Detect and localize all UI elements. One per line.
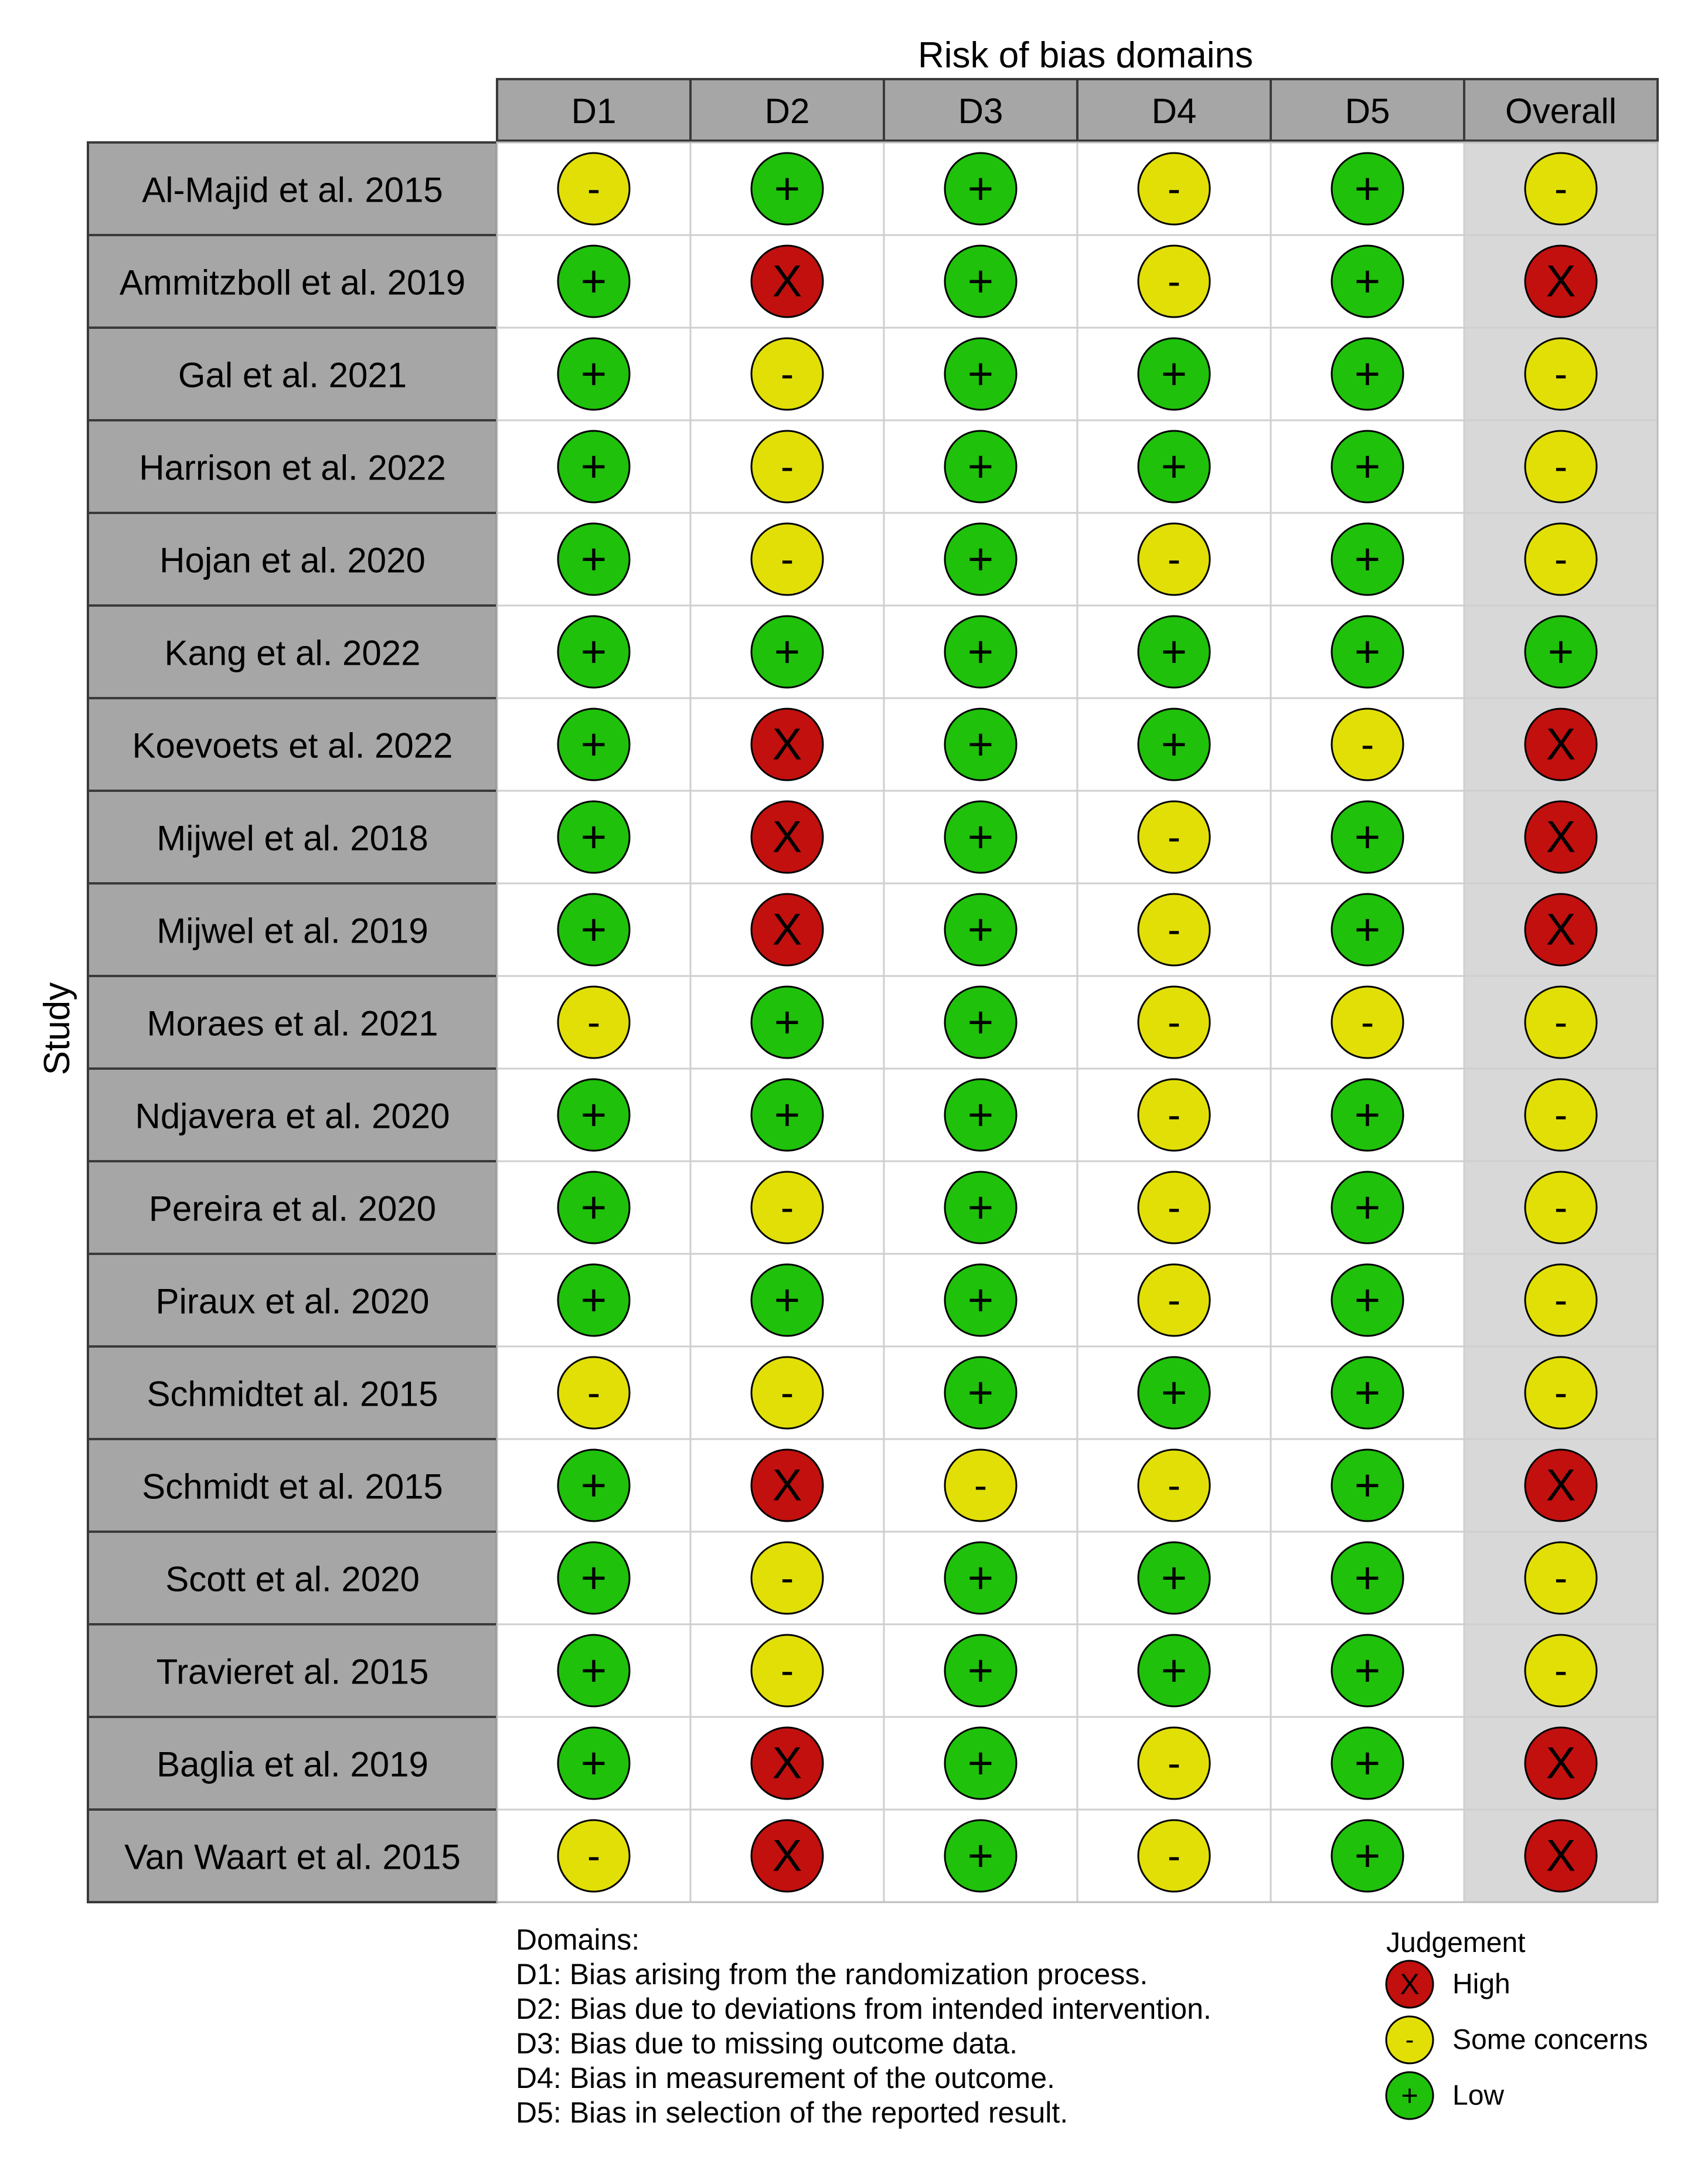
judgement-symbol: + [580, 1182, 607, 1233]
judgement-legend-title: Judgement [1386, 1927, 1526, 1958]
judgement-symbol: + [1354, 1275, 1381, 1325]
domains-legend-line-d5: D5: Bias in selection of the reported result. [516, 2096, 1069, 2129]
judgement-mark-d3-low [945, 894, 1016, 965]
judgement-symbol: + [967, 1090, 994, 1140]
judgement-symbol: X [772, 256, 802, 307]
judgement-symbol: + [580, 719, 607, 770]
judgement-mark-overall-some [1525, 987, 1597, 1058]
judgement-mark-d4-some [1138, 1079, 1210, 1151]
judgement-mark-d4-some [1138, 523, 1210, 595]
judgement-mark-d2-high [751, 709, 823, 780]
judgement-mark-d4-low [1138, 431, 1210, 502]
judgement-symbol: - [587, 1370, 601, 1415]
judgement-symbol: + [1354, 812, 1381, 862]
judgement-symbol: - [1167, 1278, 1181, 1322]
judgement-mark-d3-low [945, 709, 1016, 780]
legend-label-low: Low [1452, 2080, 1505, 2111]
header-label-d3: D3 [958, 91, 1003, 131]
judgement-mark-d2-some [751, 523, 823, 595]
judgement-symbol: - [780, 537, 794, 581]
judgement-mark-overall-high [1525, 1450, 1597, 1521]
judgement-mark-d3-low [945, 616, 1016, 688]
legend-area [516, 1923, 1648, 2129]
study-label: Al-Majid et al. 2015 [142, 170, 443, 210]
judgement-mark-d4-low [1138, 1542, 1210, 1614]
study-label: Van Waart et al. 2015 [124, 1837, 461, 1877]
judgement-mark-d4-some [1138, 1450, 1210, 1521]
judgement-mark-d4-low [1138, 709, 1210, 780]
judgement-symbol: + [967, 812, 994, 862]
judgement-mark-d1-low [558, 801, 630, 873]
judgement-mark-d3-low [945, 1172, 1016, 1243]
judgement-mark-overall-some [1525, 1357, 1597, 1429]
judgement-symbol: + [580, 1275, 607, 1325]
judgement-symbol: - [1167, 259, 1181, 304]
judgement-mark-overall-some [1525, 1542, 1597, 1614]
judgement-mark-d4-some [1138, 801, 1210, 873]
judgement-symbol: + [1354, 627, 1381, 677]
judgement-mark-d4-low [1138, 616, 1210, 688]
judgement-symbol: - [1167, 1741, 1181, 1786]
judgement-mark-d2-high [751, 246, 823, 317]
judgement-symbol: + [1354, 1738, 1381, 1788]
judgement-symbol: - [780, 1185, 794, 1230]
judgement-symbol: + [1354, 904, 1381, 955]
judgement-symbol: X [1546, 1738, 1576, 1788]
judgement-mark-d3-low [945, 1542, 1016, 1614]
judgement-mark-d2-low [751, 1079, 823, 1151]
judgement-mark-d5-low [1332, 1450, 1403, 1521]
judgement-mark-overall-some [1525, 1635, 1597, 1706]
study-label: Ndjavera et al. 2020 [135, 1096, 450, 1136]
study-label: Schmidtet al. 2015 [147, 1374, 438, 1414]
judgement-symbol: - [1167, 1000, 1181, 1045]
judgement-mark-d2-high [751, 894, 823, 965]
judgement-mark-overall-some [1525, 1079, 1597, 1151]
judgement-mark-d1-low [558, 431, 630, 502]
judgement-mark-d3-low [945, 1357, 1016, 1429]
study-label: Mijwel et al. 2019 [156, 911, 428, 951]
judgement-mark-d5-low [1332, 246, 1403, 317]
judgement-symbol: + [1354, 534, 1381, 584]
judgement-symbol: + [1354, 1090, 1381, 1140]
judgement-symbol: + [1354, 1645, 1381, 1696]
judgement-symbol: - [1167, 1185, 1181, 1230]
study-label: Kang et al. 2022 [164, 633, 421, 673]
judgement-mark-overall-high [1525, 1820, 1597, 1892]
judgement-symbol: + [1354, 1182, 1381, 1233]
judgement-mark-d4-some [1138, 1727, 1210, 1799]
judgement-mark-d2-high [751, 1820, 823, 1892]
judgement-symbol: X [772, 812, 802, 862]
judgement-mark-overall-high [1525, 1727, 1597, 1799]
judgement-symbol: + [1354, 441, 1381, 492]
judgement-mark-d5-low [1332, 801, 1403, 873]
domains-legend-line-d3: D3: Bias due to missing outcome data. [516, 2027, 1018, 2060]
judgement-symbol: - [1554, 352, 1568, 396]
judgement-symbol: - [1554, 1185, 1568, 1230]
judgement-symbol: - [780, 1648, 794, 1693]
judgement-mark-d1-low [558, 338, 630, 410]
study-label: Baglia et al. 2019 [156, 1744, 428, 1784]
study-label: Piraux et al. 2020 [155, 1281, 430, 1321]
judgement-mark-d3-low [945, 246, 1016, 317]
study-label: Ammitzboll et al. 2019 [119, 263, 466, 302]
judgement-mark-d3-low [945, 1820, 1016, 1892]
judgement-symbol: - [1167, 537, 1181, 581]
judgement-mark-d2-low [751, 1264, 823, 1336]
judgement-symbol: + [967, 627, 994, 677]
judgement-mark-d4-low [1138, 338, 1210, 410]
judgement-mark-d3-low [945, 1635, 1016, 1706]
judgement-mark-overall-some [1525, 338, 1597, 410]
judgement-symbol: + [967, 1553, 994, 1603]
judgement-symbol: + [967, 1368, 994, 1418]
judgement-symbol: + [967, 1831, 994, 1881]
legend-item-low [1386, 2072, 1504, 2119]
study-label: Schmidt et al. 2015 [142, 1467, 443, 1506]
judgement-symbol: - [1554, 537, 1568, 581]
legend-item-high [1386, 1961, 1510, 2008]
judgement-symbol: + [580, 349, 607, 399]
judgement-mark-d5-low [1332, 1357, 1403, 1429]
judgement-symbol: + [580, 904, 607, 955]
judgement-mark-d3-low [945, 153, 1016, 225]
judgement-mark-overall-low [1525, 616, 1597, 688]
judgement-mark-d5-low [1332, 1079, 1403, 1151]
judgement-symbol: + [580, 1553, 607, 1603]
judgement-symbol: - [1360, 1000, 1374, 1045]
judgement-mark-d2-low [751, 987, 823, 1058]
judgement-mark-d1-some [558, 987, 630, 1058]
study-label: Scott et al. 2020 [165, 1559, 420, 1599]
judgement-mark-d4-some [1138, 1264, 1210, 1336]
judgement-mark-d1-low [558, 1727, 630, 1799]
judgement-symbol: - [1167, 1834, 1181, 1878]
header-label-d2: D2 [764, 91, 810, 131]
judgement-symbol: - [1554, 1556, 1568, 1600]
judgement-symbol: X [1546, 719, 1576, 770]
judgement-symbol: - [974, 1463, 988, 1508]
y-axis-label: Study [37, 982, 77, 1076]
judgement-mark-d5-low [1332, 1264, 1403, 1336]
judgement-symbol: + [967, 164, 994, 214]
judgement-mark-d1-low [558, 1450, 630, 1521]
judgement-symbol: + [967, 349, 994, 399]
judgement-mark-d3-low [945, 1264, 1016, 1336]
judgement-mark-d4-some [1138, 1172, 1210, 1243]
judgement-symbol: + [967, 1182, 994, 1233]
judgement-symbol: - [780, 1370, 794, 1415]
judgement-symbol: + [967, 1275, 994, 1325]
study-label: Travieret al. 2015 [156, 1652, 429, 1692]
judgement-mark-d5-low [1332, 153, 1403, 225]
judgement-mark-d5-some [1332, 709, 1403, 780]
legend-symbol: - [1405, 2025, 1414, 2055]
judgement-mark-d3-low [945, 1727, 1016, 1799]
judgement-symbol: - [1554, 444, 1568, 489]
judgement-symbol: - [1554, 1370, 1568, 1415]
judgement-mark-d5-low [1332, 1172, 1403, 1243]
judgement-symbol: + [580, 1738, 607, 1788]
study-label: Harrison et al. 2022 [139, 448, 446, 488]
judgement-symbol: + [967, 719, 994, 770]
judgement-mark-d5-some [1332, 987, 1403, 1058]
judgement-symbol: X [1546, 1831, 1576, 1881]
study-label: Mijwel et al. 2018 [156, 818, 428, 858]
judgement-symbol: + [1354, 1831, 1381, 1881]
judgement-mark-d3-low [945, 1079, 1016, 1151]
judgement-symbol: + [580, 1460, 607, 1511]
domains-legend-line-d4: D4: Bias in measurement of the outcome. [516, 2062, 1055, 2094]
judgement-symbol: + [1161, 627, 1188, 677]
judgement-symbol: + [1161, 1645, 1188, 1696]
judgement-symbol: + [1354, 1368, 1381, 1418]
judgement-symbol: + [1161, 441, 1188, 492]
judgement-mark-d2-some [751, 338, 823, 410]
judgement-symbol: + [774, 627, 801, 677]
domains-legend-line-d2: D2: Bias due to deviations from intended intervention. [516, 1992, 1212, 2025]
judgement-symbol: + [580, 441, 607, 492]
judgement-symbol: - [1554, 1648, 1568, 1693]
judgement-symbol: - [780, 1556, 794, 1600]
judgement-grid [497, 142, 1658, 1902]
judgement-mark-d2-some [751, 1635, 823, 1706]
judgement-symbol: + [774, 164, 801, 214]
judgement-mark-d2-low [751, 616, 823, 688]
judgement-symbol: + [967, 997, 994, 1048]
judgement-mark-d3-low [945, 523, 1016, 595]
judgement-symbol: X [772, 1738, 802, 1788]
judgement-symbol: + [1547, 627, 1574, 677]
judgement-symbol: + [1354, 1460, 1381, 1511]
judgement-symbol: + [967, 1645, 994, 1696]
judgement-mark-d2-low [751, 153, 823, 225]
judgement-symbol: - [1167, 1463, 1181, 1508]
judgement-symbol: + [580, 534, 607, 584]
judgement-symbol: - [587, 1834, 601, 1878]
judgement-mark-d4-low [1138, 1635, 1210, 1706]
judgement-mark-d1-some [558, 1357, 630, 1429]
judgement-symbol: + [774, 1090, 801, 1140]
judgement-symbol: - [780, 444, 794, 489]
judgement-mark-overall-high [1525, 246, 1597, 317]
judgement-symbol: - [1554, 1278, 1568, 1322]
judgement-symbol: + [1354, 164, 1381, 214]
judgement-mark-d1-low [558, 1635, 630, 1706]
judgement-mark-d1-low [558, 246, 630, 317]
judgement-symbol: + [1161, 719, 1188, 770]
judgement-mark-d1-low [558, 1079, 630, 1151]
judgement-mark-overall-some [1525, 1264, 1597, 1336]
judgement-mark-overall-some [1525, 153, 1597, 225]
judgement-mark-d4-some [1138, 1820, 1210, 1892]
study-label: Gal et al. 2021 [178, 355, 407, 395]
judgement-symbol: + [967, 1738, 994, 1788]
header-label-d1: D1 [571, 91, 617, 131]
judgement-mark-d1-some [558, 153, 630, 225]
header-label-d5: D5 [1345, 91, 1390, 131]
judgement-symbol: - [1167, 907, 1181, 952]
judgement-mark-d4-some [1138, 246, 1210, 317]
judgement-symbol: X [1546, 904, 1576, 955]
judgement-symbol: - [780, 352, 794, 396]
study-label: Koevoets et al. 2022 [132, 726, 453, 766]
judgement-mark-d3-low [945, 801, 1016, 873]
legend-symbol: + [1401, 2079, 1418, 2112]
judgement-mark-d2-high [751, 1450, 823, 1521]
judgement-symbol: X [1546, 812, 1576, 862]
legend-label-some: Some concerns [1452, 2024, 1648, 2056]
judgement-mark-d5-low [1332, 1542, 1403, 1614]
judgement-mark-d5-low [1332, 616, 1403, 688]
judgement-symbol: + [1354, 256, 1381, 307]
judgement-symbol: + [1161, 349, 1188, 399]
judgement-mark-d1-some [558, 1820, 630, 1892]
judgement-mark-d5-low [1332, 523, 1403, 595]
judgement-symbol: + [967, 904, 994, 955]
judgement-mark-d3-low [945, 987, 1016, 1058]
domains-legend-line-d1: D1: Bias arising from the randomization process. [516, 1958, 1148, 1991]
judgement-mark-overall-some [1525, 1172, 1597, 1243]
header-label-overall: Overall [1505, 91, 1617, 131]
judgement-symbol: + [967, 534, 994, 584]
judgement-mark-overall-high [1525, 801, 1597, 873]
study-label: Moraes et al. 2021 [147, 1004, 438, 1043]
domain-header-row [497, 79, 1658, 141]
judgement-symbol: - [1167, 1093, 1181, 1137]
judgement-symbol: + [580, 627, 607, 677]
judgement-mark-d1-low [558, 1264, 630, 1336]
judgement-mark-d4-low [1138, 1357, 1210, 1429]
judgement-mark-d2-some [751, 431, 823, 502]
judgement-symbol: - [1554, 1093, 1568, 1137]
judgement-symbol: + [580, 1645, 607, 1696]
judgement-mark-d1-low [558, 894, 630, 965]
domains-legend-heading: Domains: [516, 1923, 640, 1956]
judgement-mark-d2-some [751, 1357, 823, 1429]
judgement-symbol: - [1554, 166, 1568, 211]
judgement-mark-d5-low [1332, 431, 1403, 502]
legend-label-high: High [1452, 1968, 1510, 2000]
judgement-symbol: + [1161, 1368, 1188, 1418]
judgement-mark-d2-high [751, 1727, 823, 1799]
judgement-symbol: X [772, 1460, 802, 1511]
judgement-symbol: + [580, 256, 607, 307]
judgement-mark-d4-some [1138, 894, 1210, 965]
judgement-symbol: - [1360, 722, 1374, 767]
judgement-mark-d4-some [1138, 987, 1210, 1058]
judgement-mark-d1-low [558, 616, 630, 688]
judgement-symbol: + [1354, 349, 1381, 399]
study-label: Pereira et al. 2020 [148, 1189, 437, 1229]
judgement-mark-d5-low [1332, 1820, 1403, 1892]
judgement-symbol: X [1546, 256, 1576, 307]
judgement-mark-overall-high [1525, 894, 1597, 965]
judgement-mark-d5-low [1332, 1635, 1403, 1706]
legend-item-some [1386, 2016, 1648, 2063]
judgement-symbol: + [774, 1275, 801, 1325]
judgement-mark-d1-low [558, 1542, 630, 1614]
judgement-mark-d3-some [945, 1450, 1016, 1521]
judgement-mark-d5-low [1332, 338, 1403, 410]
judgement-mark-overall-high [1525, 709, 1597, 780]
judgement-mark-d4-some [1138, 153, 1210, 225]
judgement-symbol: - [1167, 166, 1181, 211]
judgement-symbol: + [1354, 1553, 1381, 1603]
judgement-mark-d2-some [751, 1172, 823, 1243]
judgement-mark-d1-low [558, 523, 630, 595]
judgement-symbol: X [772, 719, 802, 770]
judgement-mark-d2-some [751, 1542, 823, 1614]
judgement-mark-d5-low [1332, 1727, 1403, 1799]
judgement-symbol: - [587, 166, 601, 211]
chart-title: Risk of bias domains [917, 35, 1254, 76]
judgement-mark-d1-low [558, 709, 630, 780]
judgement-mark-d2-high [751, 801, 823, 873]
judgement-symbol: - [587, 1000, 601, 1045]
judgement-symbol: + [967, 441, 994, 492]
judgement-symbol: + [774, 997, 801, 1048]
study-label-column [88, 142, 497, 1902]
judgement-symbol: - [1554, 1000, 1568, 1045]
judgement-symbol: X [1546, 1460, 1576, 1511]
judgement-mark-overall-some [1525, 431, 1597, 502]
legend-symbol: X [1400, 1968, 1420, 2001]
judgement-symbol: - [1167, 815, 1181, 859]
judgement-mark-overall-some [1525, 523, 1597, 595]
header-label-d4: D4 [1151, 91, 1197, 131]
judgement-symbol: + [1161, 1553, 1188, 1603]
judgement-mark-d5-low [1332, 894, 1403, 965]
judgement-legend-items [1386, 1961, 1648, 2119]
judgement-mark-d1-low [558, 1172, 630, 1243]
judgement-symbol: + [967, 256, 994, 307]
judgement-mark-d3-low [945, 338, 1016, 410]
study-label: Hojan et al. 2020 [159, 540, 426, 580]
judgement-symbol: X [772, 1831, 802, 1881]
judgement-symbol: + [580, 812, 607, 862]
judgement-symbol: + [580, 1090, 607, 1140]
judgement-symbol: X [772, 904, 802, 955]
judgement-mark-d3-low [945, 431, 1016, 502]
